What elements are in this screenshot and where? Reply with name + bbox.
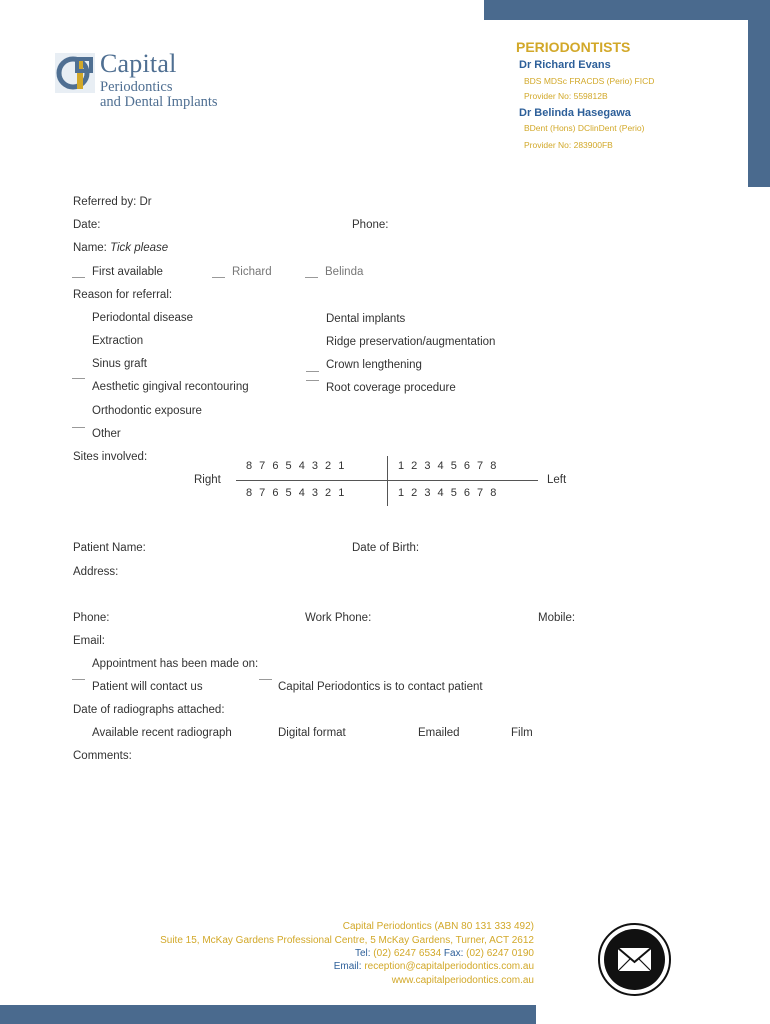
doctor-1-name: Dr Richard Evans — [519, 59, 611, 71]
practice-contact-label: Capital Periodontics is to contact patient — [278, 681, 483, 693]
reason-ridge-preservation: Ridge preservation/augmentation — [326, 336, 496, 348]
reason-dental-implants: Dental implants — [326, 313, 406, 325]
doctor-1-provider: Provider No: 559812B — [524, 91, 608, 101]
footer-web[interactable]: www.capitalperiodontics.com.au — [391, 975, 534, 986]
mail-badge[interactable] — [598, 923, 671, 996]
reason-orthodontic-exposure: Orthodontic exposure — [92, 405, 202, 417]
side-accent-bar — [748, 0, 770, 187]
footer-accent-bar — [0, 1005, 536, 1024]
phone-label: Phone: — [352, 219, 389, 231]
logo-mark-icon — [55, 53, 95, 93]
teeth-lower-left[interactable]: 1 2 3 4 5 6 7 8 — [398, 487, 497, 499]
film-label: Film — [511, 727, 533, 739]
footer-address: Suite 15, McKay Gardens Professional Centre, 5 McKay Gardens, Turner, ACT 2612 — [160, 935, 534, 946]
reason-other: Other — [92, 428, 121, 440]
email-label: Email: — [73, 635, 105, 647]
checkbox-crown[interactable] — [306, 371, 319, 372]
name-hint: Tick please — [110, 242, 169, 254]
envelope-icon — [604, 929, 665, 990]
teeth-lower-right[interactable]: 8 7 6 5 4 3 2 1 — [246, 487, 345, 499]
footer-tel-fax — [355, 948, 534, 959]
tooth-grid-vertical — [387, 456, 388, 506]
dob-label: Date of Birth: — [352, 542, 420, 554]
footer-email-label: Email: — [333, 961, 362, 972]
logo-line-3: and Dental Implants — [100, 94, 218, 110]
referred-by-label: Referred by: Dr — [73, 196, 152, 208]
option-richard: Richard — [232, 266, 272, 278]
reason-crown-lengthening: Crown lengthening — [326, 359, 422, 371]
mobile-label: Mobile: — [538, 612, 576, 624]
footer-fax: (02) 6247 0190 — [466, 948, 534, 959]
doctor-2-qualifications: BDent (Hons) DClinDent (Perio) — [524, 123, 645, 133]
footer-tel[interactable]: (02) 6247 6534 — [373, 948, 442, 959]
doctor-2-provider: Provider No: 283900FB — [524, 140, 613, 150]
patient-contact-label: Patient will contact us — [92, 681, 203, 693]
reason-root-coverage: Root coverage procedure — [326, 382, 456, 394]
checkbox-richard[interactable] — [212, 277, 225, 278]
checkbox-first-available[interactable] — [72, 277, 85, 278]
teeth-upper-left[interactable]: 1 2 3 4 5 6 7 8 — [398, 460, 497, 472]
footer-company: Capital Periodontics (ABN 80 131 333 492) — [342, 921, 534, 932]
right-label: Right — [194, 474, 221, 486]
appointment-made-label: Appointment has been made on: — [92, 658, 259, 670]
footer-tel-label: Tel: — [354, 948, 371, 959]
footer-email-line — [334, 961, 534, 972]
checkbox-patient-contact[interactable] — [72, 679, 85, 680]
reason-extraction: Extraction — [92, 335, 144, 347]
patient-phone-label: Phone: — [73, 612, 110, 624]
checkbox-root-coverage[interactable] — [306, 380, 319, 381]
logo-line-2: Periodontics — [100, 79, 173, 95]
name-label — [73, 242, 168, 254]
reason-label: Reason for referral: — [73, 289, 173, 301]
comments-label: Comments: — [73, 750, 132, 762]
checkbox-aesthetic[interactable] — [72, 378, 85, 379]
option-first-available: First available — [92, 266, 163, 278]
emailed-label: Emailed — [418, 727, 460, 739]
reason-sinus-graft: Sinus graft — [92, 358, 147, 370]
address-label: Address: — [73, 566, 119, 578]
available-radiograph-label: Available recent radiograph — [92, 727, 232, 739]
checkbox-other[interactable] — [72, 427, 85, 428]
doctor-2-name: Dr Belinda Hasegawa — [519, 107, 631, 119]
sites-label: Sites involved: — [73, 451, 148, 463]
reason-aesthetic: Aesthetic gingival recontouring — [92, 381, 249, 393]
digital-format-label: Digital format — [278, 727, 346, 739]
checkbox-practice-contact[interactable] — [259, 679, 272, 680]
left-label: Left — [547, 474, 567, 486]
radiographs-label: Date of radiographs attached: — [73, 704, 225, 716]
logo-line-1: Capital — [100, 49, 177, 78]
work-phone-label: Work Phone: — [305, 612, 372, 624]
footer-fax-label: Fax: — [443, 948, 464, 959]
header-accent-bar — [484, 0, 770, 20]
footer-email[interactable]: reception@capitalperiodontics.com.au — [364, 961, 534, 972]
header-title: PERIODONTISTS — [516, 39, 631, 55]
doctor-1-qualifications: BDS MDSc FRACDS (Perio) FICD — [524, 76, 655, 86]
checkbox-belinda[interactable] — [305, 277, 318, 278]
reason-periodontal-disease: Periodontal disease — [92, 312, 194, 324]
name-label-text: Name: — [73, 242, 107, 254]
date-label: Date: — [73, 219, 101, 231]
teeth-upper-right[interactable]: 8 7 6 5 4 3 2 1 — [246, 460, 345, 472]
patient-name-label: Patient Name: — [73, 542, 146, 554]
option-belinda: Belinda — [325, 266, 364, 278]
mail-badge-inner — [604, 929, 665, 990]
